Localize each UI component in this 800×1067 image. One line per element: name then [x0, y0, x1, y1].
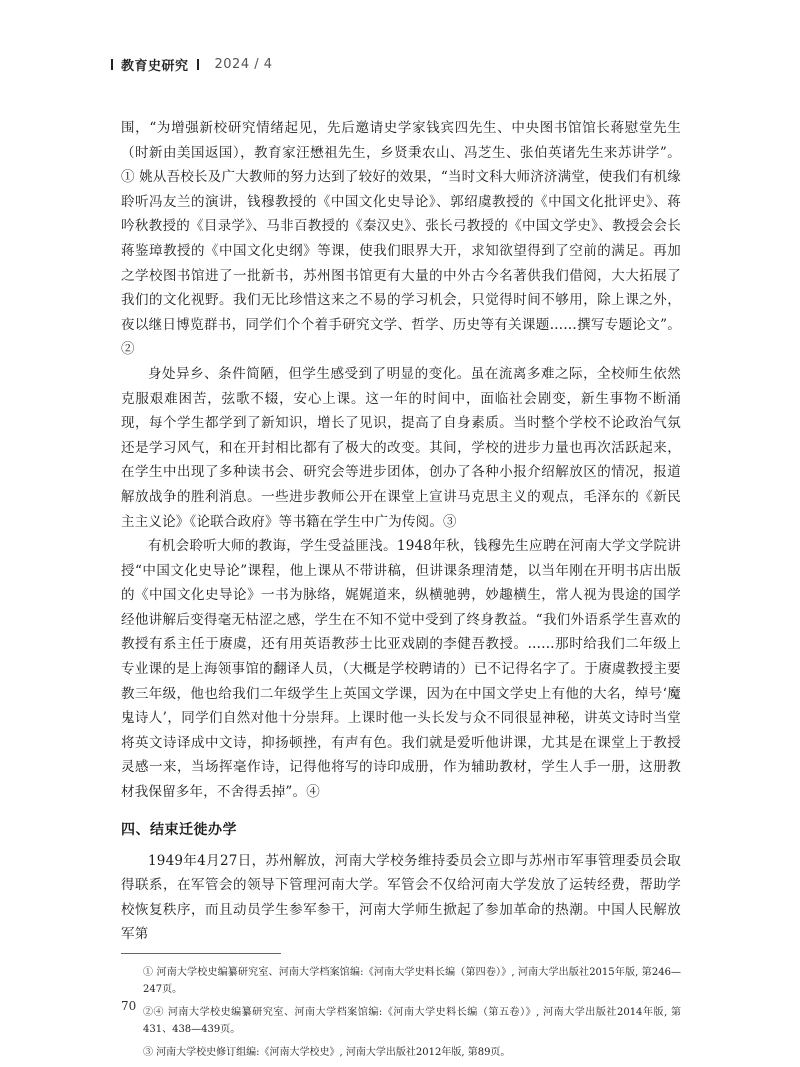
header-right-bar: [197, 59, 199, 70]
footnote: ① 河南大学校史编纂研究室、河南大学档案馆编:《河南大学史料长编（第四卷）》, 河南大学出版社2015年版, 第246—247页。: [143, 967, 681, 995]
section-heading: 四、结束迁徙办学: [121, 821, 237, 838]
paragraph: 1949年4月27日，苏州解放，河南大学校务维持委员会立即与苏州市军事管理委员会取得联系，在军管会的领导下管理河南大学。军管会不仅给河南大学发放了运转经费，帮助学校恢复秩序，而且动员学生参军参干，河南大学师生掀起了参加革命的热潮。中国人民解放军第: [121, 852, 681, 943]
page-number: 70: [121, 999, 137, 1013]
article-body: [121, 116, 681, 1067]
header-left-bar: [111, 59, 113, 70]
paragraph-continued: 围，“为增强新校研究情绪起见，先后邀请史学家钱宾四先生、中央图书馆馆长蒋慰堂先生（时新由美国返国），教育家汪懋祖先生，乡贤秉农山、冯芝生、张伯英诸先生来苏讲学”。① 姚从吾校长及广大教师的努力达到了较好的效果，“当时文科大师济济满堂，使我们有机缘聆听冯友兰的演讲，钱穆教授的《中国文化史导论》、郭绍虞教授的《中国文化批评史》、蒋吟秋教授的《目录学》、马非百教授的《秦汉史》、张长弓教授的《中国文学史》、教授会会长蒋鉴璋教授的《中国文化史纲》等课，使我们眼界大开，求知欲望得到了空前的满足。再加之学校图书馆进了一批新书，苏州图书馆更有大量的中外古今名著供我们借阅，大大拓展了我们的文化视野。我们无比珍惜这来之不易的学习机会，只觉得时间不够用，除上课之外，夜以继日博览群书，同学们个个着手研究文学、哲学、历史等有关课题……撰写专题论文”。②: [121, 120, 681, 358]
footnote: ②④ 河南大学校史编纂研究室、河南大学档案馆编:《河南大学史料长编（第五卷）》, 河南大学出版社2014年版, 第431、438—439页。: [143, 1007, 681, 1035]
footnote: ③ 河南大学校史修订组编:《河南大学校史》, 河南大学出版社2012年版, 第89页。: [143, 1047, 511, 1058]
paragraph: 身处异乡、条件简陋，但学生感受到了明显的变化。虽在流离多难之际，全校师生依然克服艰难困苦，弦歌不辍，安心上课。这一年的时间中，面临社会剧变，新生事物不断涌现，每个学生都学到了新知识，增长了见识，提高了自身素质。当时整个学校不论政治气氛还是学习风气，和在开封相比都有了极大的改变。其间，学校的进步力量也再次活跃起来，在学生中出现了多种读书会、研究会等进步团体，创办了各种小报介绍解放区的情况，报道解放战争的胜利消息。一些进步教师公开在课堂上宣讲马克思主义的观点，毛泽东的《新民主主义论》《论联合政府》等书籍在学生中广为传阅。③: [121, 365, 681, 530]
running-header: [111, 54, 273, 74]
issue-number: 2024 / 4: [214, 56, 273, 72]
footnote-divider: [121, 953, 281, 954]
paragraph: 有机会聆听大师的教诲，学生受益匪浅。1948年秋，钱穆先生应聘在河南大学文学院讲授“中国文化史导论”课程，他上课从不带讲稿，但讲课条理清楚，以当年刚在开明书店出版的《中国文化史导论》一书为脉络，娓娓道来，纵横驰骋，妙趣横生，常人视为畏途的国学经他讲解后变得毫无枯涩之感，学生在不知不觉中受到了终身教益。“我们外语系学生喜欢的教授有系主任于赓虞，还有用英语教莎士比亚戏剧的李健吾教授。……那时给我们二年级上专业课的是上海领事馆的翻译人员，（大概是学校聘请的）已不记得名字了。于赓虞教授主要教三年级，他也给我们二年级学生上英国文学课，因为在中国文学史上有他的大名，绰号‘魔鬼诗人’，同学们自然对他十分崇拜。上课时他一头长发与众不同很显神秘，讲英文诗时当堂将英文诗译成中文诗，抑扬顿挫，有声有色。我们就是爱听他讲课，尤其是在课堂上于教授灵感一来，当场挥毫作诗，记得他将写的诗印成册，作为辅助教材，学生人手一册，这册教材我保留多年，不舍得丢掉”。④: [121, 538, 681, 801]
journal-title: 教育史研究: [121, 58, 189, 74]
